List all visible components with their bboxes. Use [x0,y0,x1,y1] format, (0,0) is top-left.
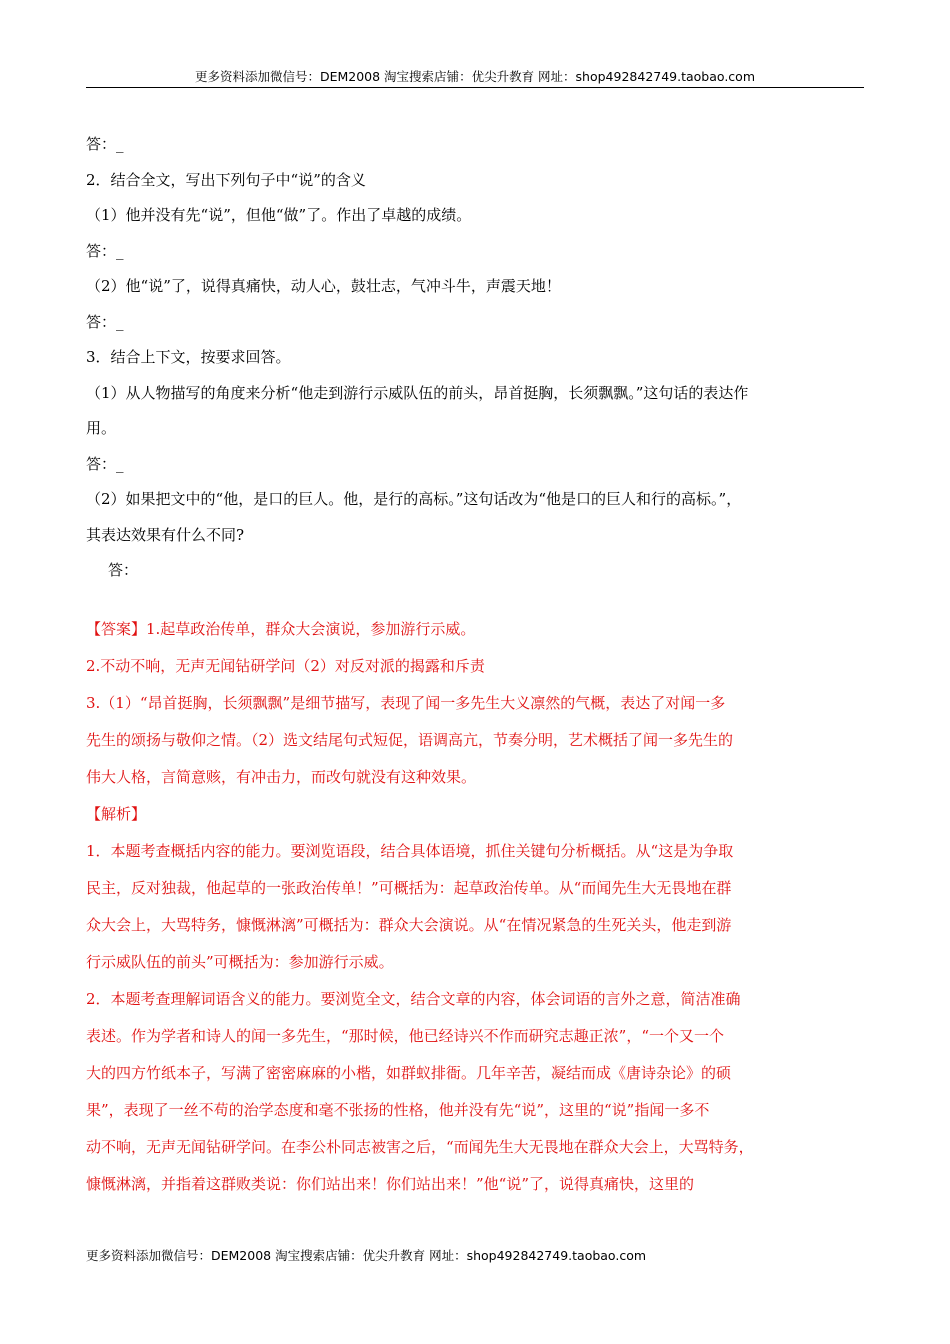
q1-answer: 答：_ [86,135,124,153]
q2-2: （2）他“说”了，说得真痛快，动人心，鼓壮志，气冲斗牛，声震天地！ [86,277,561,295]
page-footer: 更多资料添加微信号：DEM2008 淘宝搜索店铺：优尖升教育 网址：shop492842749.taobao.com [86,1248,647,1263]
analysis-2-line2: 表述。作为学者和诗人的闻一多先生，“那时候，他已经诗兴不作而研究志趣正浓”，“一个又一个 [86,1027,725,1045]
q3-1-line1: （1）从人物描写的角度来分析“他走到游行示威队伍的前头，昂首挺胸，长须飘飘。”这句话的表达作 [86,383,749,402]
analysis-2-line3: 大的四方竹纸本子，写满了密密麻麻的小楷，如群蚁排衙。几年辛苦，凝结而成《唐诗杂论》的硕 [86,1064,732,1082]
q3-title: 3．结合上下文，按要求回答。 [86,348,291,366]
analysis-1-line3: 众大会上，大骂特务，慷慨淋漓”可概括为：群众大会演说。从“在情况紧急的生死关头，他走到游 [86,916,732,934]
analysis-1-line4: 行示威队伍的前头”可概括为：参加游行示威。 [86,953,394,971]
q3-2-line1: （2）如果把文中的“他，是口的巨人。他，是行的高标。”这句话改为“他是口的巨人和行的高标。”， [86,490,742,508]
answer-1: 【答案】1.起草政治传单，群众大会演说，参加游行示威。 [86,620,476,638]
analysis-title: 【解析】 [86,805,147,823]
q2-1: （1）他并没有先“说”，但他“做”了。作出了卓越的成绩。 [86,206,472,224]
analysis-2-line5: 动不响，无声无闻钻研学问。在李公朴同志被害之后，“而闻先生大无畏地在群众大会上，大骂特务， [86,1138,754,1156]
q2-2-answer: 答：_ [86,312,124,331]
questions-section [86,127,864,589]
analysis-2-line6: 慷慨淋漓，并指着这群败类说：你们站出来！你们站出来！”他“说”了，说得真痛快，这里的 [86,1175,695,1193]
answer-3-line3: 伟大人格，言简意赅，有冲击力，而改句就没有这种效果。 [86,768,477,786]
analysis-2-line4: 果”，表现了一丝不苟的治学态度和毫不张扬的性格，他并没有先“说”，这里的“说”指闻一多不 [86,1101,710,1119]
answer-analysis-section [86,611,864,1203]
answer-2: 2.不动不响，无声无闻钻研学问（2）对反对派的揭露和斥责 [86,657,485,675]
q3-2-answer: 答： [108,561,139,579]
answer-3-line1: 3.（1）“昂首挺胸，长须飘飘”是细节描写，表现了闻一多先生大义凛然的气概，表达了对闻一多 [86,694,726,712]
q2-title: 2．结合全文，写出下列句子中“说”的含义 [86,170,366,189]
header-divider [86,87,864,88]
answer-3-line2: 先生的颂扬与敬仰之情。（2）选文结尾句式短促，语调高亢，节奏分明，艺术概括了闻一多先生的 [86,731,734,749]
analysis-1-line2: 民主，反对独裁，他起草的一张政治传单！”可概括为：起草政治传单。从“而闻先生大无畏地在群 [86,879,732,897]
page-header: 更多资料添加微信号：DEM2008 淘宝搜索店铺：优尖升教育 网址：shop492842749.taobao.com [194,69,756,84]
q3-1-answer: 答：_ [86,454,124,473]
q3-1-line2: 用。 [86,419,117,437]
analysis-1-line1: 1．本题考查概括内容的能力。要浏览语段，结合具体语境，抓住关键句分析概括。从“这是为争取 [86,842,734,860]
q3-2-line2: 其表达效果有什么不同? [86,525,245,544]
q2-1-answer: 答：_ [86,241,124,260]
analysis-2-line1: 2．本题考查理解词语含义的能力。要浏览全文，结合文章的内容，体会词语的言外之意，简洁准确 [86,990,741,1008]
